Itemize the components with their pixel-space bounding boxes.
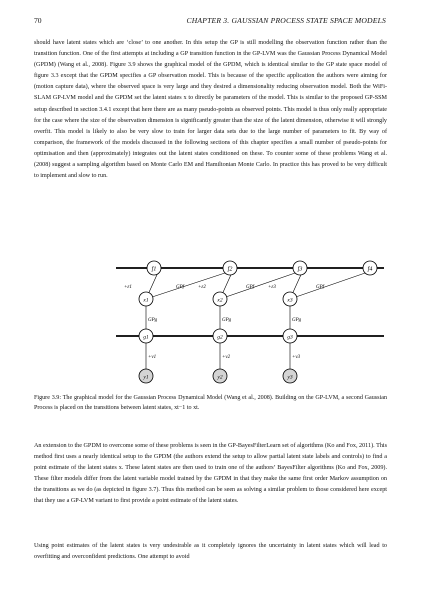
y2-label: y2 <box>217 374 223 381</box>
figure-graphical-model <box>108 254 420 386</box>
g2-label: g2 <box>217 334 223 341</box>
running-header <box>34 16 386 28</box>
f4-label: f4 <box>367 266 373 273</box>
x3-label: x3 <box>287 297 293 304</box>
chapter-title: CHAPTER 3. GAUSSIAN PROCESS STATE SPACE MODELS <box>186 16 386 25</box>
g1-label: g1 <box>143 334 149 341</box>
page-number: 70 <box>34 16 42 25</box>
eps3-label: +ε3 <box>268 285 276 290</box>
gpg3-label: GPg <box>292 318 302 323</box>
nu3-label: +ν3 <box>292 355 301 360</box>
f2-label: f2 <box>227 266 233 273</box>
paragraph-3-text: Using point estimates of the latent states is very undesirable as it completely ignores the uncertainty in latent states which will lead to overfitting and overconfident predictions. One attempt to avoid <box>34 543 387 561</box>
f1-label: f1 <box>151 266 157 273</box>
g3-label: g3 <box>287 334 293 341</box>
paragraph-2 <box>34 441 387 508</box>
eps1-label: +ε1 <box>124 285 132 290</box>
nu2-label: +ν2 <box>222 355 231 360</box>
caption-label: Figure 3.9: <box>34 395 62 401</box>
y3-label: y3 <box>287 374 293 381</box>
paragraph-1 <box>34 38 387 182</box>
paragraph-1-text: should have latent states which are ‘close’ to one another. In this setup the GP is still modelling the observation function rather than the transition function. One of the first attempts at including a GP transition function in the GP-LVM was the Gaussian Process Dynamical Model (GPDM) (Wang et al., 2008). Figure 3.9 shows the graphical model of the GPDM, which is identical similar to the GP state space model of figure 3.3 except that the GPDM specifies a GP observation model. This is because of the specific application the authors were aiming for (motion capture data), where the observed space is very large and they desired a dimensionality reducing observation model. Both the WiFi-SLAM GP-LVM model and the GPDM set the latent states x to directly be parameters of the model. This is similar to the proposed GP-SSM setup described in section 3.4.1 except that here there are as many pseudo-points as observed points. This model is thus only really appropriate for the case where the size of the observation dimension is significantly greater than the size of the latent dimension, otherwise it will strongly overfit. This model is likely to also be very slow to train for larger data sets due to the large number of parameters to fit. By way of comparison, the framework of the models discussed in the following sections of this chapter specifies a small number of pseudo-points for optimisation and then (approximately) integrates out the latent states conditioned on these. To counter some of these problems Wang et al. (2008) suggest a sampling algorithm based on Monte Carlo EM and Hamiltonian Monte Carlo. In practice this has proved to be very difficult to implement and slow to run. <box>34 40 387 180</box>
x1-label: x1 <box>143 297 149 304</box>
y1-label: y1 <box>143 374 149 381</box>
gpg1-label: GPg <box>148 318 158 323</box>
x2-label: x2 <box>217 297 223 304</box>
gpf3-label: GPf <box>316 285 325 290</box>
paragraph-3 <box>34 541 387 563</box>
caption-text: The graphical model for the Gaussian Process Dynamical Model (Wang et al., 2008). Building on the GP-LVM, a second Gaussian Process is placed on the transitions between latent states, xt−1 to xt. <box>34 395 387 412</box>
f3-label: f3 <box>297 266 303 273</box>
nu1-label: +ν1 <box>148 355 157 360</box>
paragraph-2-text: An extension to the GPDM to overcome some of these problems is seen in the GP-BayesFilterLearn set of algorithms (Ko and Fox, 2011). This method first uses a nearly identical setup to the GPDM (the authors extend the setup to allow partial latent state labels and controls) to find a point estimate of the latent states x. These latent states are then used to train one of the authors’ BayesFilter algorithms (Ko and Fox, 2009). These filter models differ from the latent variable model trained by the GPDM in that they make the same first order Markov assumption on the transitions as we do (as depicted in figure 3.7). Thus this method can be seen as solving a similar problem to those considered here except that they use a GP-LVM variant to first provide a point estimate of the latent states. <box>34 443 387 505</box>
gpf1-label: GPf <box>176 285 185 290</box>
gpg2-label: GPg <box>222 318 232 323</box>
figure-caption <box>34 393 387 413</box>
gpf2-label: GPf <box>246 285 255 290</box>
eps2-label: +ε2 <box>198 285 206 290</box>
